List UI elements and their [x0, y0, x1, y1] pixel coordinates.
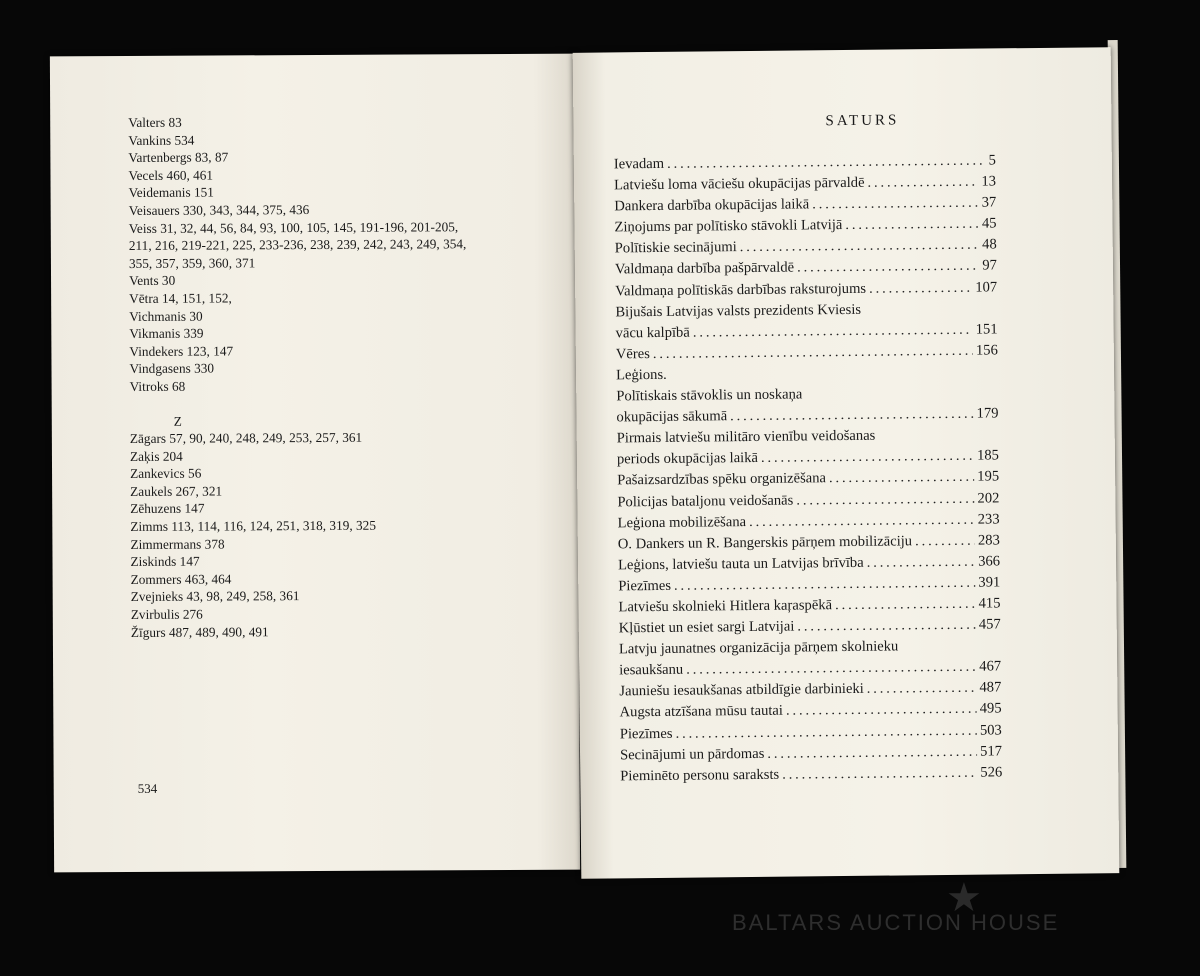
toc-entry-title: O. Dankers un R. Bangerskis pārņem mobilizāciju [617, 533, 913, 553]
dot-leader [782, 762, 977, 785]
index-entry: Zvejnieks 43, 98, 249, 258, 361 [130, 588, 300, 605]
toc-entry-page: 97 [982, 257, 998, 275]
index-entry: Veisauers 330, 343, 344, 375, 436 [128, 201, 310, 218]
index-entry: Zommers 463, 464 [130, 571, 232, 587]
toc-entry-page: 185 [976, 447, 1000, 464]
index-entry: Zāgars 57, 90, 240, 248, 249, 253, 257, 361 [129, 429, 363, 447]
index-entry: Zaukels 267, 321 [130, 483, 223, 499]
toc-entry-page: 526 [980, 764, 1003, 781]
toc-entry-title: Latviešu skolnieki Hitlera kaŗaspēkā [618, 597, 833, 616]
dot-leader [915, 530, 975, 552]
dot-leader [653, 341, 973, 365]
toc-entry-title: Valdmaņa darbība pašpārvaldē [614, 260, 795, 278]
table-of-contents [614, 150, 1003, 787]
toc-entry-title: Pirmais latviešu militāro vienību veidošanas [616, 427, 876, 447]
page-number: 534 [137, 780, 158, 796]
toc-entry-title: Polītiskie secinājumi [614, 239, 737, 257]
index-entry: Veidemanis 151 [128, 184, 214, 201]
dot-leader [740, 235, 980, 259]
toc-entry-title: Piezīmes [619, 725, 673, 742]
index-entry: Zimmermans 378 [130, 536, 225, 552]
toc-entry-page: 5 [988, 152, 996, 169]
toc-entry [619, 614, 1001, 639]
toc-entry-title: Polītiskais stāvoklis un noskaņa [616, 386, 803, 405]
toc-entry-page: 37 [981, 194, 997, 211]
dot-leader [812, 193, 979, 216]
toc-entry-title: Dankera darbība okupācijas laikā [614, 196, 810, 215]
toc-entry-title: Vēres [615, 345, 650, 363]
toc-entry-page: 179 [976, 405, 999, 422]
dot-leader [767, 741, 977, 764]
index-entry: Žīgurs 487, 489, 490, 491 [130, 623, 269, 640]
toc-entry-title: Piezīmes [618, 577, 672, 595]
toc-entry-title: Policijas bataljonu veidošanās [617, 492, 794, 510]
toc-entry-page: 48 [982, 236, 997, 253]
dot-leader [869, 277, 972, 299]
index-entry: Ziskinds 147 [130, 553, 200, 570]
toc-entry-title: Bijušais Latvijas valsts prezidents Kviesis [615, 301, 862, 321]
toc-entry-title: Leģions. [615, 366, 667, 384]
index-entry: Vecels 460, 461 [128, 167, 214, 183]
toc-entry [616, 340, 998, 365]
star-icon: ★ [946, 875, 982, 920]
toc-entry-title: okupācijas sākumā [616, 408, 728, 426]
z-entries [130, 428, 561, 641]
toc-entry-title: periods okupācijas laikā [616, 450, 759, 468]
index-entry: Vankins 534 [128, 132, 195, 148]
toc-entry [620, 762, 1002, 787]
dot-leader [797, 615, 976, 638]
toc-entry-page: 415 [978, 595, 1001, 612]
index-entry: Vartenbergs 83, 87 [128, 149, 229, 166]
dot-leader [761, 446, 974, 469]
toc-entry-title: Ziņojums par polītisko stāvokli Latvijā [614, 217, 843, 236]
dot-leader [749, 509, 975, 532]
toc-entry-title: Latvju jaunatnes organizācija pārņem skolnieku [618, 638, 899, 658]
toc-entry [616, 404, 998, 429]
toc-entry-page: 467 [979, 658, 1002, 675]
contents-title: SATURS [825, 112, 900, 130]
left-page [50, 54, 580, 873]
index-entry: 355, 357, 359, 360, 371 [128, 255, 256, 271]
toc-entry-page: 107 [975, 278, 998, 296]
index-entry: Zaķis 204 [129, 448, 183, 464]
toc-entry-page: 156 [975, 342, 998, 359]
dot-leader [829, 467, 974, 490]
toc-entry-page: 45 [981, 215, 997, 232]
right-page [573, 47, 1120, 879]
index-entry: Zēhuzens 147 [130, 501, 205, 517]
toc-entry-page: 151 [975, 321, 998, 338]
toc-entry-title: Pašaizsardzības spēku organizēšana [617, 470, 827, 489]
dot-leader [797, 256, 980, 279]
index-entry: Vichmanis 30 [129, 308, 203, 324]
index-entry: Vents 30 [129, 273, 176, 289]
toc-entry-page: 457 [978, 616, 1001, 633]
toc-entry-page: 391 [978, 574, 1001, 591]
index-entry: Zankevics 56 [130, 465, 202, 482]
dot-leader [786, 699, 977, 722]
toc-entry-title: Augsta atzīšana mūsu tautai [619, 703, 784, 721]
toc-entry-title: Ievadam [613, 155, 665, 173]
toc-entry-page: 495 [979, 700, 1002, 718]
dot-leader [796, 488, 974, 511]
index-entry: 211, 216, 219-221, 225, 233-236, 238, 239, 242, 243, 249, 354, [128, 236, 467, 254]
toc-entry-page: 487 [979, 679, 1002, 696]
toc-entry-page: 233 [977, 510, 1000, 528]
index-entry: Vindekers 123, 147 [129, 343, 234, 359]
toc-entry-title: Leģiona mobilizēšana [617, 513, 747, 531]
toc-entry-title: vācu kalpībā [615, 324, 690, 342]
dot-leader [845, 214, 979, 236]
name-index [128, 112, 561, 641]
toc-entry-page: 283 [977, 532, 1000, 549]
toc-entry-title: Leģions, latviešu tauta un Latvijas brīvība [617, 554, 864, 574]
index-entry: Vētra 14, 151, 152, [129, 290, 232, 306]
toc-entry-page: 202 [977, 489, 1000, 507]
index-entry: Vikmanis 339 [129, 325, 204, 342]
toc-entry-page: 503 [979, 721, 1002, 739]
index-entries [128, 112, 559, 396]
index-entry: Vitroks 68 [129, 378, 186, 394]
letter-heading: Z [173, 413, 182, 429]
toc-entry-title: Jauniešu iesaukšanas atbildīgie darbinieki [619, 681, 864, 700]
toc-entry-title: Secinājumi un pārdomas [619, 745, 765, 764]
dot-leader [867, 678, 977, 700]
index-entry: Zimms 113, 114, 116, 124, 251, 318, 319, 325 [130, 517, 376, 535]
dot-leader [867, 172, 978, 194]
toc-entry [615, 277, 997, 302]
dot-leader [693, 319, 973, 343]
watermark: BALTARS AUCTION HOUSE [732, 910, 1060, 935]
index-entry: Veiss 31, 32, 44, 56, 84, 93, 100, 105, 145, 191-196, 201-205, [128, 218, 459, 236]
toc-entry-title: Valdmaņa polītiskās darbības raksturojums [615, 280, 867, 299]
toc-entry-page: 13 [981, 173, 997, 190]
dot-leader [867, 551, 976, 573]
index-entry: Vindgasens 330 [129, 360, 215, 377]
toc-entry-page: 366 [978, 553, 1001, 570]
toc-entry-title: Kļūstiet un esiet sargi Latvijai [618, 618, 795, 637]
dot-leader [686, 657, 976, 681]
toc-entry-page: 517 [980, 743, 1003, 760]
toc-entry-page: 195 [977, 468, 1000, 486]
dot-leader [730, 404, 974, 428]
index-entry: Zvirbulis 276 [130, 606, 203, 622]
index-entry: Valters 83 [128, 114, 182, 130]
toc-entry-title: Pieminēto personu saraksts [620, 766, 780, 785]
dot-leader [835, 594, 976, 617]
toc-entry-title: Latviešu loma vāciešu okupācijas pārvaldē [613, 174, 865, 194]
toc-entry-title: iesaukšanu [619, 661, 684, 679]
